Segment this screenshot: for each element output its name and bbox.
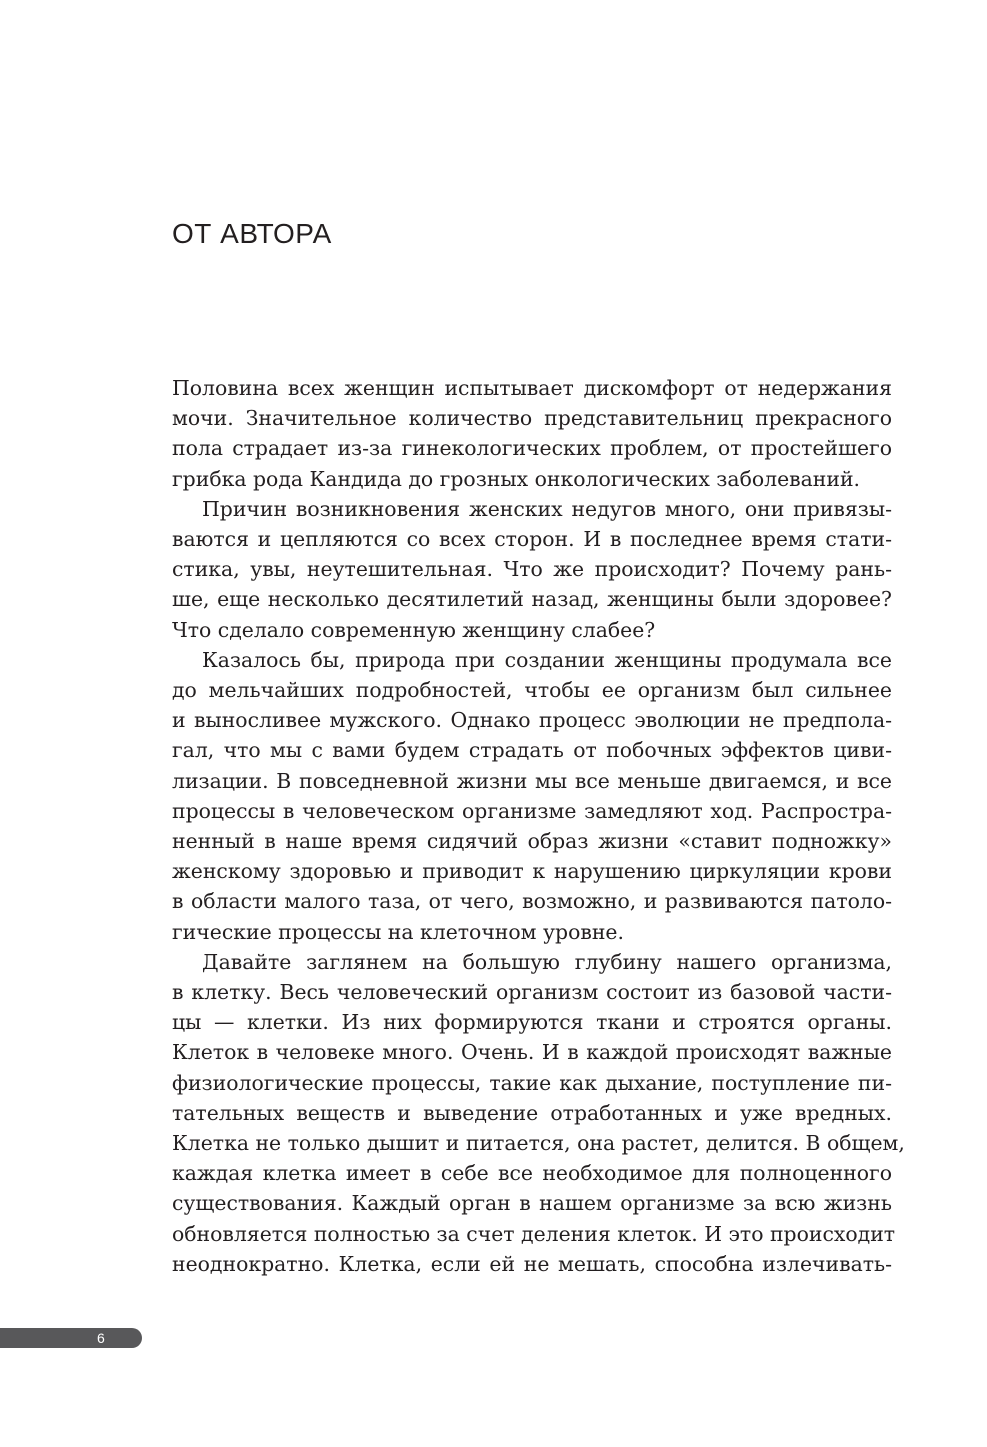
paragraph <box>172 645 892 947</box>
text-line: лизации. В повседневной жизни мы все меньше двигаемся, и все <box>172 768 892 793</box>
text-line: неоднократно. Клетка, если ей не мешать, способна излечивать- <box>172 1251 892 1276</box>
text-line: существования. Каждый орган в нашем организме за всю жизнь <box>172 1191 892 1216</box>
paragraph <box>172 373 892 494</box>
text-line: тательных веществ и выведение отработанных и уже вредных. <box>172 1100 892 1125</box>
text-line: процессы в человеческом организме замедляют ход. Распростра- <box>172 798 892 823</box>
paragraph <box>172 494 892 645</box>
text-line: и выносливее мужского. Однако процесс эволюции не предпола- <box>172 708 892 733</box>
text-line: каждая клетка имеет в себе все необходимое для полноценного <box>172 1161 892 1186</box>
text-line: до мельчайших подробностей, чтобы ее организм был сильнее <box>172 678 892 703</box>
text-line: Что сделало современную женщину слабее? <box>172 617 656 642</box>
text-line: физиологические процессы, такие как дыхание, поступление пи- <box>172 1070 892 1095</box>
body-text <box>172 373 905 1279</box>
text-line: в клетку. Весь человеческий организм состоит из базовой части- <box>172 980 892 1005</box>
text-line: пола страдает из-за гинекологических проблем, от простейшего <box>172 436 892 461</box>
text-line: стика, увы, неутешительная. Что же происходит? Почему рань- <box>172 557 892 582</box>
paragraph <box>172 947 905 1279</box>
text-line: цы — клетки. Из них формируются ткани и строятся органы. <box>172 1010 892 1035</box>
text-line: гал, что мы с вами будем страдать от побочных эффектов циви- <box>172 738 892 763</box>
text-line: женскому здоровью и приводит к нарушению циркуляции крови <box>172 859 892 884</box>
text-line: ше, еще несколько десятилетий назад, женщины были здоровее? <box>172 587 892 612</box>
page-number: 6 <box>97 1330 105 1346</box>
section-title: ОТ АВТОРА <box>172 218 332 249</box>
text-line: Причин возникновения женских недугов много, они привязы- <box>202 496 892 521</box>
text-line: мочи. Значительное количество представительниц прекрасного <box>172 406 892 431</box>
page-number-tab <box>0 1328 142 1348</box>
text-line: Клетка не только дышит и питается, она растет, делится. В общем, <box>172 1131 905 1156</box>
text-line: Казалось бы, природа при создании женщины продумала все <box>202 647 892 672</box>
text-line: Давайте заглянем на большую глубину нашего организма, <box>202 949 892 974</box>
text-line: ненный в наше время сидячий образ жизни «ставит подножку» <box>172 829 892 854</box>
text-line: обновляется полностью за счет деления клеток. И это происходит <box>172 1221 896 1246</box>
text-line: грибка рода Кандида до грозных онкологических заболеваний. <box>172 466 861 491</box>
text-line: ваются и цепляются со всех сторон. И в последнее время стати- <box>172 527 892 552</box>
text-line: гические процессы на клеточном уровне. <box>172 919 624 944</box>
text-line: в области малого таза, от чего, возможно, и развиваются патоло- <box>172 889 892 914</box>
text-line: Половина всех женщин испытывает дискомфорт от недержания <box>172 376 892 400</box>
text-line: Клеток в человеке много. Очень. И в каждой происходят важные <box>172 1040 892 1065</box>
